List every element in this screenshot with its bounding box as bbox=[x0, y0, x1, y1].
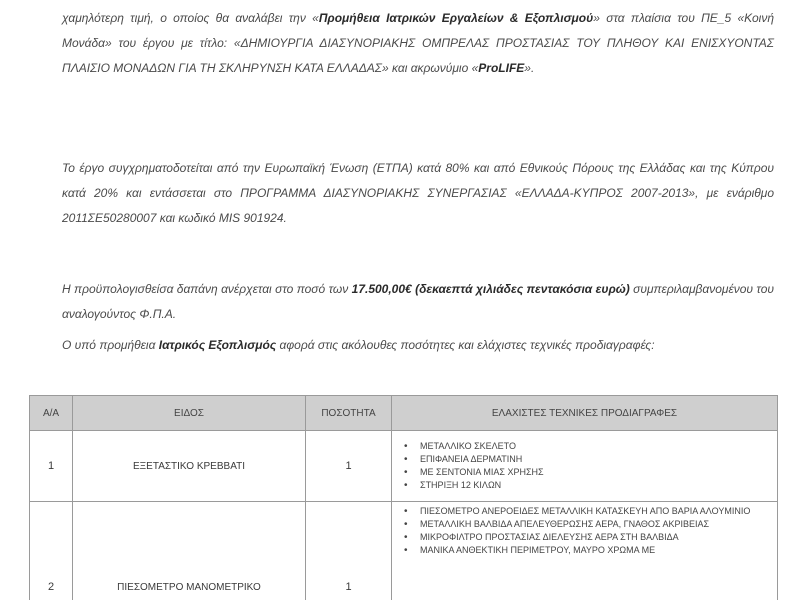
bold-run: ProLIFE bbox=[478, 61, 525, 75]
cell-aa: 1 bbox=[30, 431, 73, 502]
text-run: Ο υπό προμήθεια bbox=[62, 338, 159, 352]
text-run: συμπεριλαμβανομένου του αναλογούντος Φ.Π.Α. bbox=[62, 282, 774, 321]
cell-aa: 2 bbox=[30, 502, 73, 600]
text-run: αφορά στις ακόλουθες ποσότητες και ελάχιστες τεχνικές προδιαγραφές: bbox=[276, 338, 655, 352]
text-run: » στα πλαίσια του ΠΕ_5 «Κοινή Μονάδα» του έργου με τίτλο: «ΔΗΜΙΟΥΡΓΙΑ ΔΙΑΣΥΝΟΡΙΑΚΗΣ ΟΜΠΡΕΛΑΣ ΠΡΟΣΤΑΣΙΑΣ ΤΟΥ ΠΛΗΘΟΥ ΚΑΙ ΕΝΙΣΧΥΟΝΤΑΣ ΠΛΑΙΣΙΟ ΜΟΝΑΔΩΝ ΓΙΑ ΤΗ ΣΚΛΗΡΥΝΣΗ ΚΑΤΑ ΕΛΛΑΔΑΣ» και ακρωνύμιο « bbox=[62, 11, 774, 75]
spec-item: • ΜΕ ΣΕΝΤΟΝΙΑ ΜΙΑΣ ΧΡΗΣΗΣ bbox=[420, 466, 771, 479]
cell-eidos: ΕΞΕΤΑΣΤΙΚΟ ΚΡΕΒΒΑΤΙ bbox=[73, 431, 306, 502]
equipment-intro-paragraph bbox=[62, 333, 774, 358]
cell-posotita: 1 bbox=[306, 431, 392, 502]
text-run: χαμηλότερη τιμή, ο οποίος θα αναλάβει την « bbox=[62, 11, 319, 25]
header-posotita: ΠΟΣΟΤΗΤΑ bbox=[306, 396, 392, 431]
bold-run: 17.500,00€ (δεκαεπτά χιλιάδες πεντακόσια ευρώ) bbox=[351, 282, 630, 296]
bold-run: Ιατρικός Εξοπλισμός bbox=[158, 338, 277, 352]
spec-list bbox=[392, 437, 777, 495]
header-aa: Α/Α bbox=[30, 396, 73, 431]
table-row bbox=[30, 502, 778, 600]
cell-posotita: 1 bbox=[306, 502, 392, 600]
spec-item: • ΜΙΚΡΟΦΙΛΤΡΟ ΠΡΟΣΤΑΣΙΑΣ ΔΙΕΛΕΥΣΗΣ ΑΕΡΑ ΣΤΗ ΒΑΛΒΙΔΑ bbox=[420, 531, 771, 544]
spec-list bbox=[392, 502, 777, 560]
spec-item: • ΜΕΤΑΛΛΙΚΗ ΒΑΛΒΙΔΑ ΑΠΕΛΕΥΘΕΡΩΣΗΣ ΑΕΡΑ, ΓΝΑΘΟΣ ΑΚΡΙΒΕΙΑΣ bbox=[420, 518, 771, 531]
table-header-row bbox=[30, 396, 778, 431]
spec-item: • ΣΤΗΡΙΞΗ 12 ΚΙΛΩΝ bbox=[420, 479, 771, 492]
cell-specifications bbox=[392, 431, 778, 502]
spec-item: • ΠΙΕΣΟΜΕΤΡΟ ΑΝΕΡΟΕΙΔΕΣ ΜΕΤΑΛΛΙΚΗ ΚΑΤΑΣΚΕΥΗ ΑΠΟ ΒΑΡΙΑ ΑΛΟΥΜΙΝΙΟ bbox=[420, 505, 771, 518]
cell-eidos: ΠΙΕΣΟΜΕΤΡΟ ΜΑΝΟΜΕΤΡΙΚΟ bbox=[73, 502, 306, 600]
bold-run: Προμήθεια Ιατρικών Εργαλείων & Εξοπλισμού bbox=[318, 11, 594, 25]
spec-item: • ΕΠΙΦΑΝΕΙΑ ΔΕΡΜΑΤΙΝΗ bbox=[420, 453, 771, 466]
funding-paragraph: Το έργο συγχρηματοδοτείται από την Ευρωπαϊκή Ένωση (ΕΤΠΑ) κατά 80% και από Εθνικούς Πόρους της Ελλάδας και της Κύπρου κατά 20% και εντάσσεται στο ΠΡΟΓΡΑΜΜΑ ΔΙΑΣΥΝΟΡΙΑΚΗΣ ΣΥΝΕΡΓΑΣΙΑΣ «ΕΛΛΑΔΑ-ΚΥΠΡΟΣ 2007-2013», με ενάριθμο 2011ΣΕ50280007 και κωδικό MIS 901924. bbox=[62, 161, 774, 225]
cell-specifications bbox=[392, 502, 778, 600]
intro-paragraph bbox=[62, 6, 774, 81]
specifications-table bbox=[29, 395, 778, 600]
table-row bbox=[30, 431, 778, 502]
text-run: ». bbox=[524, 61, 535, 75]
budget-paragraph bbox=[62, 277, 774, 327]
text-run: Η προϋπολογισθείσα δαπάνη ανέρχεται στο ποσό των bbox=[62, 282, 352, 296]
spec-item: • ΜΑΝΙΚΑ ΑΝΘΕΚΤΙΚΗ ΠΕΡΙΜΕΤΡΟΥ, ΜΑΥΡΟ ΧΡΩΜΑ ΜΕ bbox=[420, 544, 771, 557]
header-eidos: ΕΙΔΟΣ bbox=[73, 396, 306, 431]
header-specifications: ΕΛΑΧΙΣΤΕΣ ΤΕΧΝΙΚΕΣ ΠΡΟΔΙΑΓΡΑΦΕΣ bbox=[392, 396, 778, 431]
spec-item: • ΜΕΤΑΛΛΙΚΟ ΣΚΕΛΕΤΟ bbox=[420, 440, 771, 453]
